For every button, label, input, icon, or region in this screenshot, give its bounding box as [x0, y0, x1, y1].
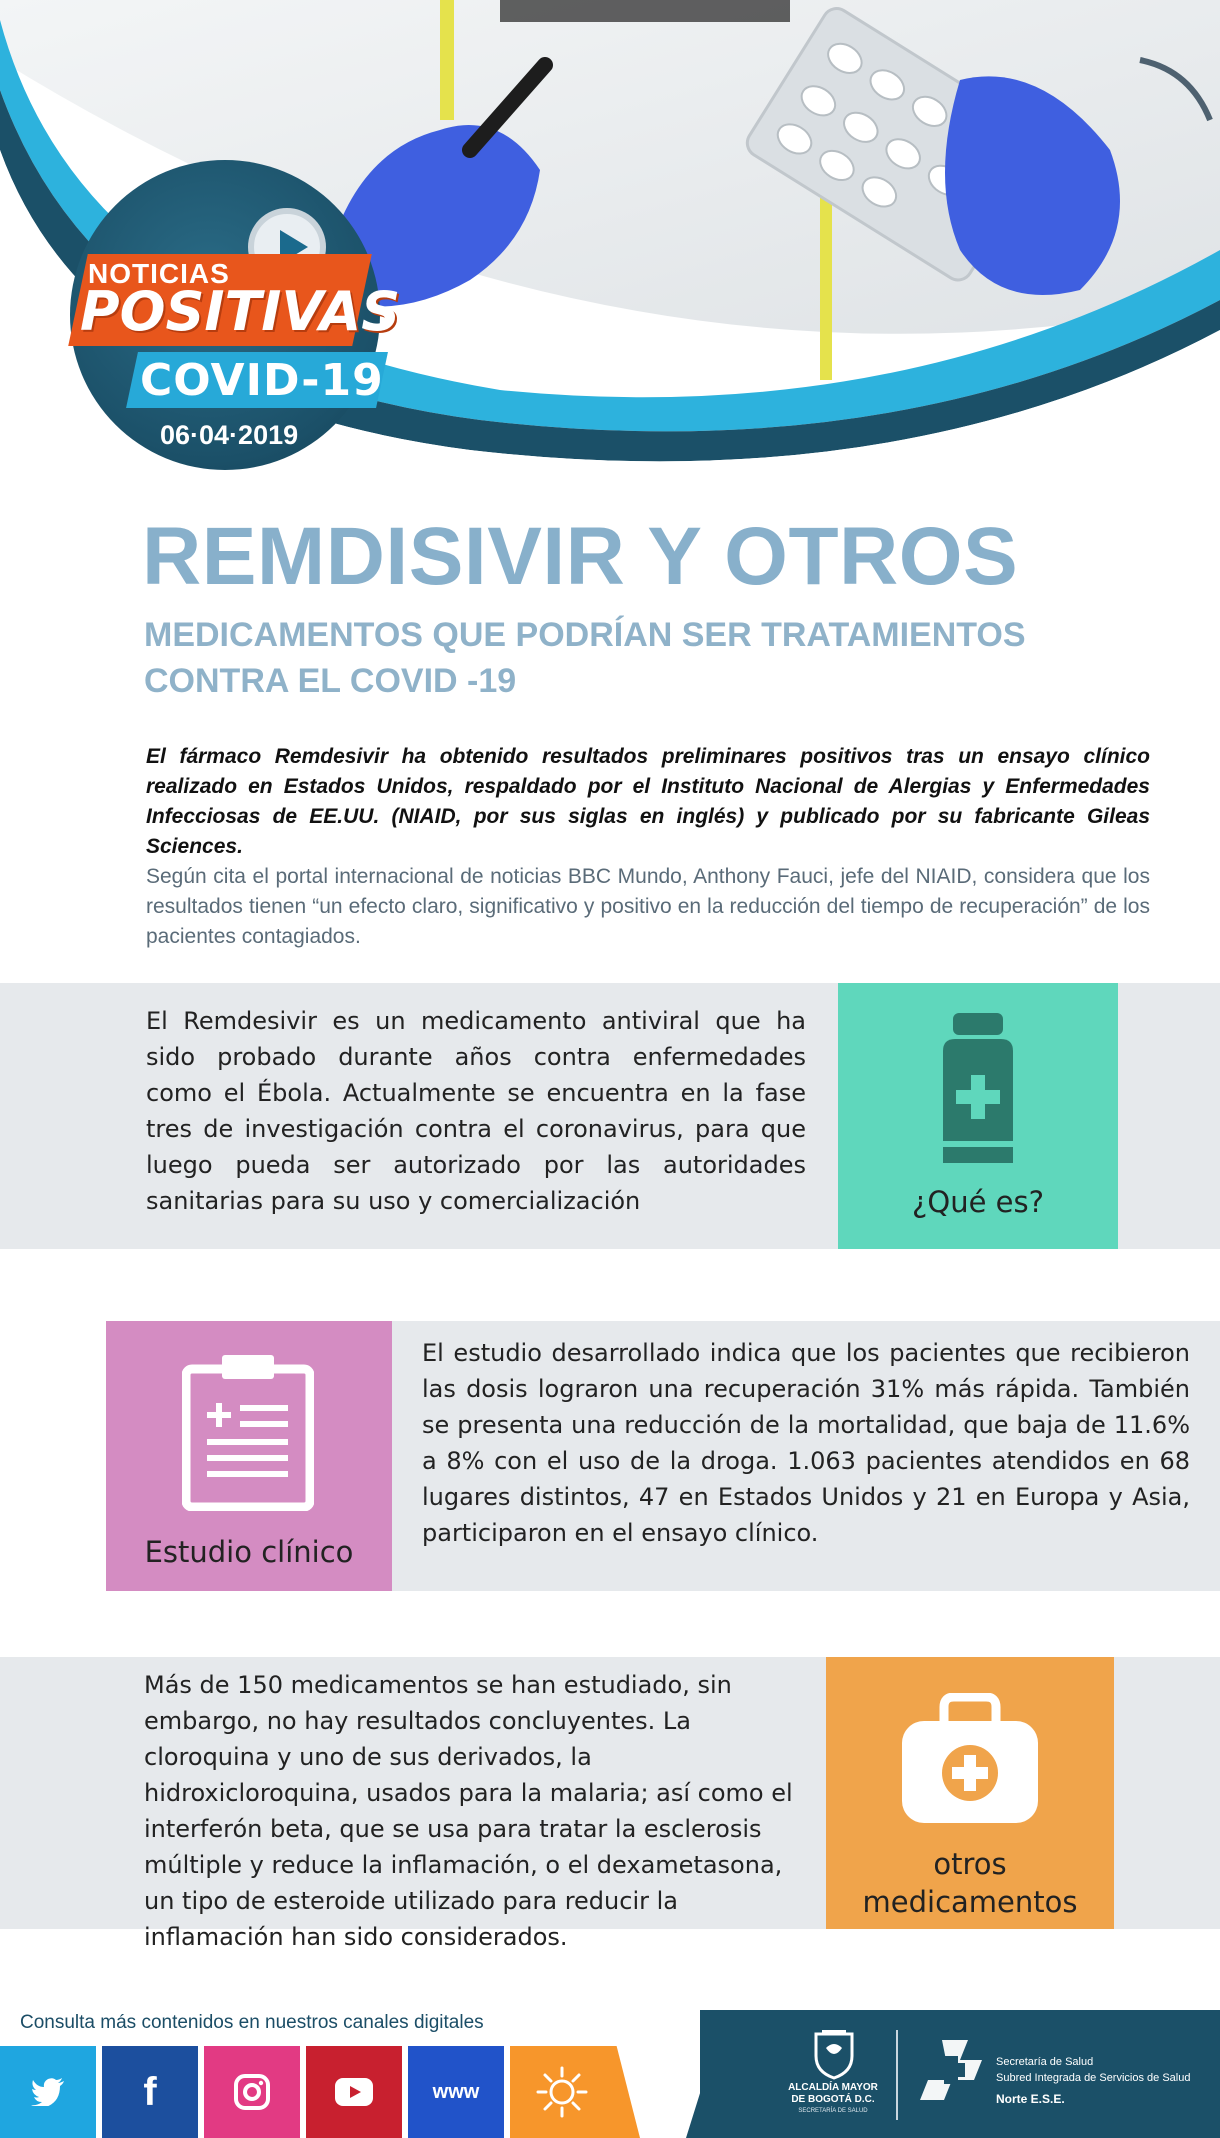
- footer-caption: Consulta más contenidos en nuestros canales digitales: [20, 2012, 484, 2033]
- twitter-button[interactable]: [0, 2046, 96, 2138]
- web-link-label: www: [432, 2080, 480, 2103]
- secretaria-line3: Norte E.S.E.: [996, 2092, 1065, 2106]
- youtube-button[interactable]: [306, 2046, 402, 2138]
- badge-noticias-text: NOTICIAS: [88, 258, 230, 289]
- tile-otros-medicamentos: [826, 1657, 1114, 1929]
- facebook-icon: f: [143, 2069, 157, 2114]
- lead-paragraph: El fármaco Remdesivir ha obtenido resultados preliminares positivos tras un ensayo clínico realizado en Estados Unidos, respaldado por el Instituto Nacional de Alergias y Enfermedades Infecciosas de EE.UU. (NIAID, por sus siglas en inglés) y publicado por su fabricante Gileas Sciences.: [146, 745, 1150, 858]
- noticias-positivas-badge: [70, 160, 401, 470]
- twitter-icon: [31, 2078, 65, 2106]
- instagram-icon: [234, 2074, 270, 2110]
- footer-separator: [896, 2030, 898, 2120]
- youtube-icon: [335, 2078, 373, 2106]
- bogota-coat-of-arms-icon: [812, 2030, 856, 2080]
- instagram-button[interactable]: [204, 2046, 300, 2138]
- tile-label-otros-medicamentos: otros medicamentos: [862, 1847, 1078, 1919]
- badge-covid-text: COVID-19: [140, 355, 384, 406]
- secretaria-line2: Subred Integrada de Servicios de Salud: [996, 2072, 1191, 2084]
- alcaldia-subtext: SECRETARÍA DE SALUD: [798, 2108, 868, 2114]
- sun-logo-button[interactable]: [510, 2046, 640, 2138]
- clipboard-icon: [182, 1355, 314, 1511]
- social-links: [0, 2046, 650, 2138]
- subred-norte-logo-icon: [920, 2040, 990, 2100]
- badge-date: 06·04·2019: [160, 420, 299, 450]
- sun-logo-icon: [536, 2066, 588, 2118]
- first-aid-kit-icon: [902, 1693, 1038, 1823]
- page-title: REMDISIVIR Y OTROS: [142, 511, 1019, 602]
- info-block-text: El Remdesivir es un medicamento antiviral que ha sido probado durante años contra enfermedades como el Ébola. Actualmente se encuentra en la fase tres de investigación contra el coronavirus, para que luego pueda ser autorizado por las autoridades sanitarias para su uso y comercialización: [146, 1007, 806, 1215]
- secretaria-line1: Secretaría de Salud: [996, 2056, 1094, 2068]
- info-block-text: El estudio desarrollado indica que los pacientes que recibieron las dosis lograron una recuperación 31% más rápida. También se presenta una reducción de la mortalidad, que baja de 11.6% a 8% con el uso de la droga. 1.063 pacientes atendidos en 68 lugares distintos, 47 en Estados Unidos y 21 en Europa y Asia, participaron en el ensayo clínico.: [422, 1339, 1190, 1547]
- tile-label-estudio-clinico: Estudio clínico: [144, 1535, 354, 1569]
- alcaldia-text: ALCALDÍA MAYOR DE BOGOTÁ D.C.: [788, 2082, 878, 2105]
- badge-positivas-text: POSITIVAS: [80, 280, 401, 343]
- facebook-button[interactable]: [102, 2046, 198, 2138]
- intro-paragraph: Según cita el portal internacional de noticias BBC Mundo, Anthony Fauci, jefe del NIAID, considera que los resultados tienen “un efecto claro, significativo y positivo en la reducción del tiempo de recuperación” de los pacientes contagiados.: [146, 865, 1150, 948]
- tile-estudio-clinico: [106, 1321, 392, 1591]
- hero-banner: [0, 0, 1220, 490]
- info-block-text: Más de 150 medicamentos se han estudiado, sin embargo, no hay resultados concluyentes. La cloroquina y uno de sus derivados, la hidroxicloroquina, usados para la malaria; así como el interferón beta, que se usa para tratar la esclerosis múltiple y reduce la inflamación, o el dexametasona, un tipo de esteroide utilizado para reducir la inflamación han sido considerados.: [144, 1671, 793, 1951]
- medicine-bottle-icon: [933, 1013, 1023, 1163]
- page-subtitle: MEDICAMENTOS QUE PODRÍAN SER TRATAMIENTOS CONTRA EL COVID -19: [144, 616, 1026, 700]
- tile-label-que-es: ¿Qué es?: [911, 1185, 1044, 1219]
- web-button[interactable]: [408, 2046, 504, 2138]
- tile-que-es: [838, 983, 1118, 1249]
